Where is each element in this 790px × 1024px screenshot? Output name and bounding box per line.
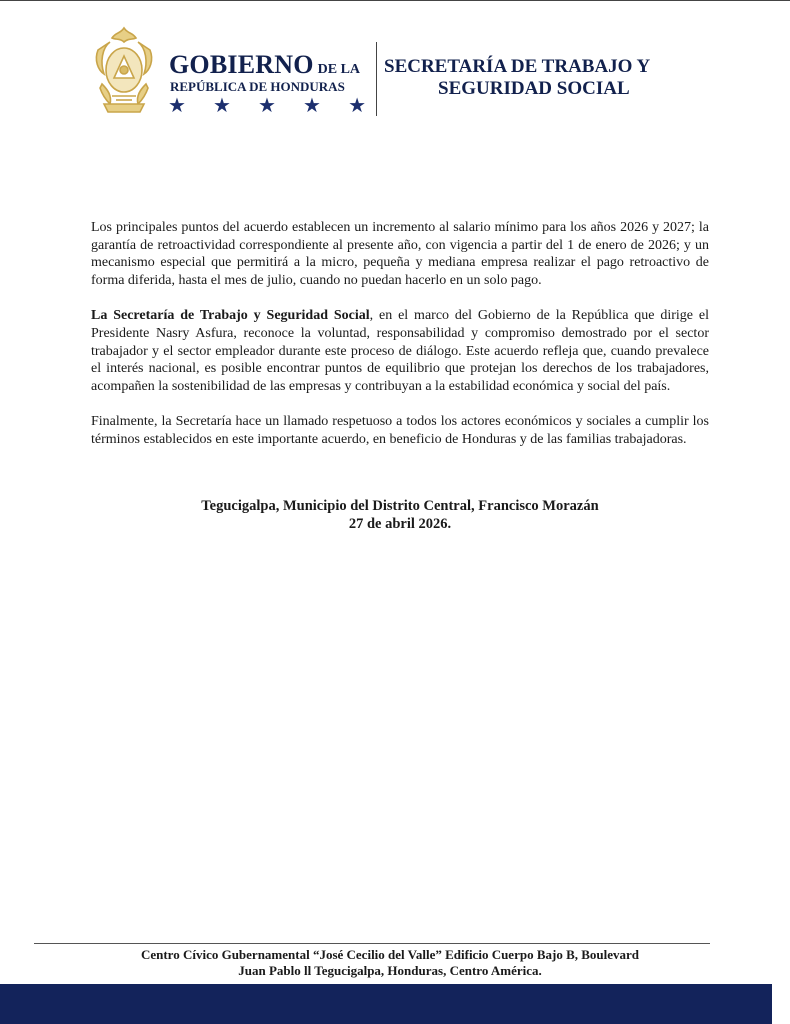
document-body [91,219,709,467]
signature-block [91,497,709,533]
honduras-coat-of-arms-icon [92,26,156,116]
top-border-line [0,0,790,1]
paragraph-text: Los principales puntos del acuerdo establecen un incremento al salario mínimo para los años 2026 y 2027; la garantía de retroactividad correspondiente al presente año, con vigencia a partir del 1 de enero de 2026; y un mecanismo especial que permitirá a la micro, pequeña y mediana empresa realizar el pago retroactivo de forma diferida, hasta el mes de julio, cuando no puedan hacerlo en un solo pago. [91,220,709,288]
footer-address-line2: Juan Pablo ll Tegucigalpa, Honduras, Centro América. [238,963,542,978]
secretaria-title [384,56,684,100]
footer-address-line1: Centro Cívico Gubernamental “José Cecilio del Valle” Edificio Cuerpo Bajo B, Boulevard [140,947,640,962]
footer-divider [34,943,710,944]
signature-date: 27 de abril 2026. [348,516,452,532]
gov-title-main: GOBIERNO [169,50,314,79]
paragraph-bold-prefix: La Secretaría de Trabajo y Seguridad Social [91,308,370,324]
secretaria-line1: SECRETARÍA DE TRABAJO Y [384,56,651,77]
gov-subtitle: REPÚBLICA DE HONDURAS [170,79,345,94]
signature-place: Tegucigalpa, Municipio del Distrito Central, Francisco Morazán [201,498,599,514]
star-icon: ★ [213,95,231,117]
header-divider [376,42,377,116]
paragraph [91,219,709,289]
star-icon: ★ [168,95,186,117]
footer-color-bar [0,984,772,1024]
paragraph [91,307,709,395]
paragraph-text: , en el marco del Gobierno de la República que dirige el Presidente Nasry Asfura, reconoce la voluntad, responsabilidad y compromiso demostrado por el sector trabajador y el sector empleador durante este proceso de diálogo. Este acuerdo refleja que, cuando prevalece el interés nacional, es posible encontrar puntos de equilibrio que protejan los derechos de los trabajadores, acompañen la sostenibilidad de las empresas y contribuyan a la estabilidad económica y social del país. [91,308,709,394]
star-icon: ★ [348,95,366,117]
stars-row [168,93,366,118]
paragraph-text: Finalmente, la Secretaría hace un llamado respetuoso a todos los actores económicos y sociales a cumplir los términos establecidos en este importante acuerdo, en beneficio de Honduras y de las familias trabajadoras. [91,414,709,447]
gov-title-suffix: DE LA [317,62,361,77]
secretaria-line2: SEGURIDAD SOCIAL [438,78,630,99]
paragraph [91,413,709,448]
footer-address [34,947,746,979]
government-title [169,50,360,80]
star-icon: ★ [303,95,321,117]
star-icon: ★ [258,95,276,117]
